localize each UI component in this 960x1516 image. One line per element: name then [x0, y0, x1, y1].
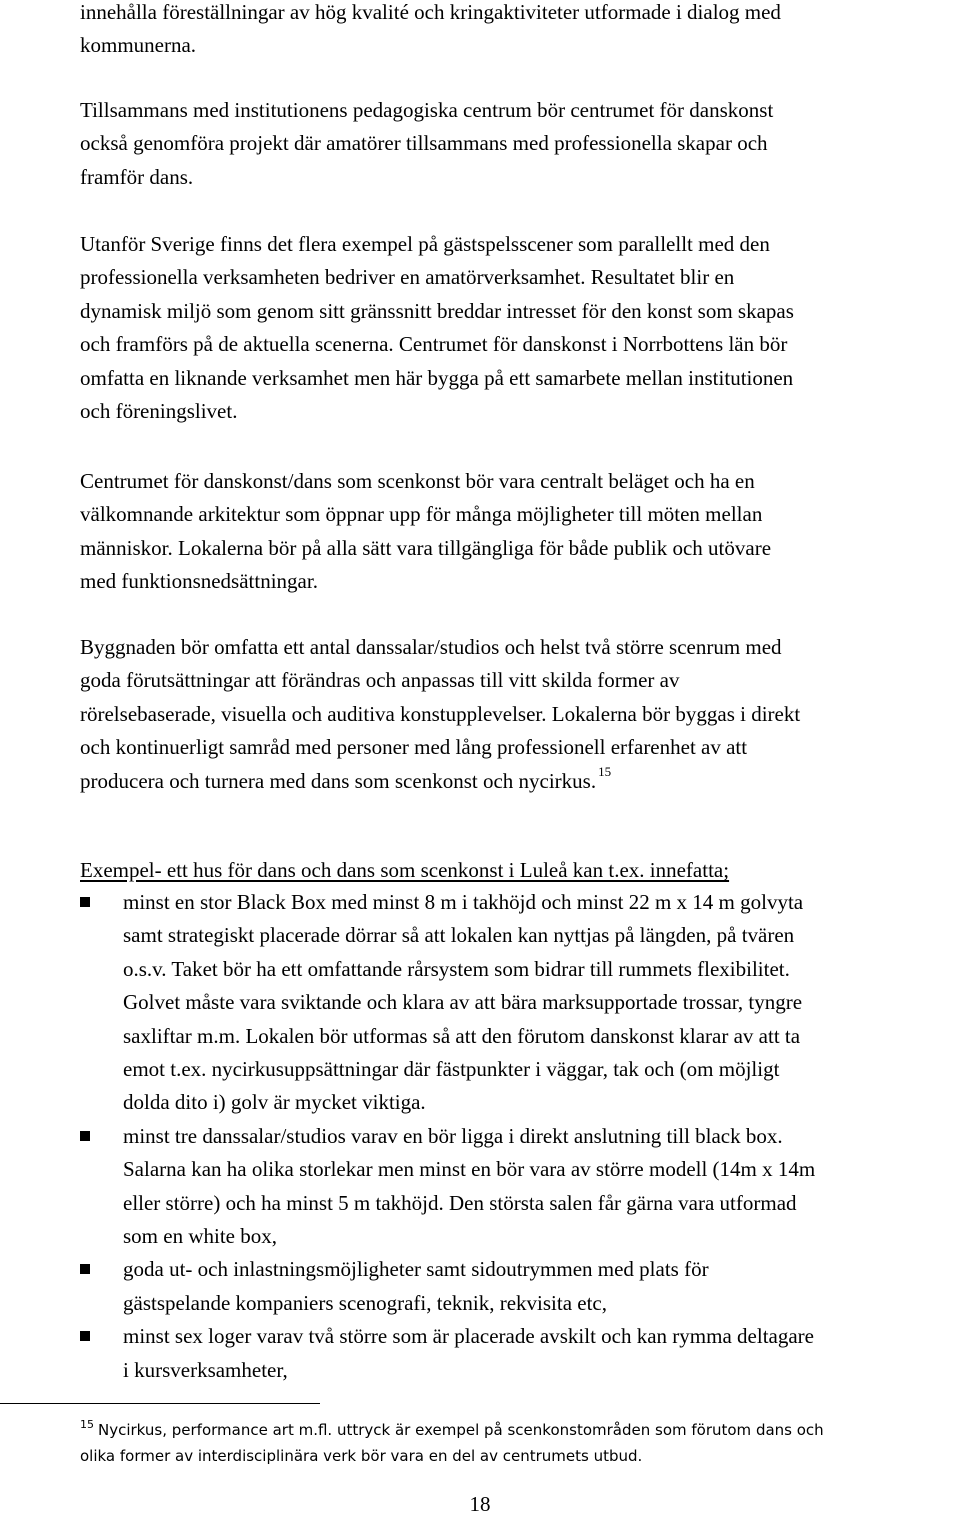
- list-item: [0, 1320, 960, 1387]
- footnote-text: Nycirkus, performance art m.fl. uttryck är exempel på scenkonstområden som förutom dans och olika former av interdisciplinära verk bör vara en del av centrumets utbud.: [80, 1421, 824, 1465]
- paragraph-pedagogical-projects: Tillsammans med institutionens pedagogiska centrum bör centrumet för danskonst också genomföra projekt där amatörer tillsammans med professionella skapar och framför dans.: [80, 98, 774, 189]
- list-item: [0, 1120, 960, 1254]
- footnote-reference[interactable]: 15: [598, 763, 612, 779]
- list-item-text: minst tre danssalar/studios varav en bör ligga i direkt anslutning till black box. Salarna kan ha olika storlekar men minst en bör vara av större modell (14m x 14m eller större) och ha minst 5 m takhöjd. Den största salen får gärna vara utformad som en white box,: [123, 1123, 816, 1249]
- footnote-number: 15: [80, 1418, 94, 1431]
- paragraph-central-location: Centrumet för danskonst/dans som scenkonst bör vara centralt beläget och ha en välkomnande arkitektur som öppnar upp för många möjligheter till möten mellan människor. Lokalerna bör på alla sätt vara tillgängliga för både publik och utövare med funktionsnedsättningar.: [80, 469, 772, 594]
- list-item-text: minst sex loger varav två större som är placerade avskilt och kan rymma deltagare i kursverksamheter,: [123, 1324, 814, 1382]
- list-item-text: minst en stor Black Box med minst 8 m i takhöjd och minst 22 m x 14 m golvyta samt strategiskt placerade dörrar så att lokalen kan nyttjas på längden, på tvären o.s.v. Taket bör ha ett omfattande rårsystem som bidrar till rummets flexibilitet. Golvet måste vara sviktande och klara av att bära marksupportade trossar, tyngre saxliftar m.m. Lokalen bör utformas så att den förutom danskonst klarar av att ta emot t.ex. nycirkusuppsättningar där fästpunkter i väggar, tak och (om möjligt dolda dito i) golv är mycket viktiga.: [123, 890, 804, 1115]
- list-item-text: goda ut- och inlastningsmöjligheter samt sidoutrymmen med plats för gästspelande kompaniers scenografi, teknik, rekvisita etc,: [123, 1257, 709, 1315]
- paragraph-building-scope: [80, 631, 950, 800]
- footnote: [80, 1418, 950, 1469]
- list-item: [0, 886, 960, 1120]
- square-bullet-icon: [80, 1331, 90, 1341]
- list-item: [0, 1253, 960, 1320]
- square-bullet-icon: [80, 1264, 90, 1274]
- paragraph-continuation: innehålla föreställningar av hög kvalité och kringaktiviteter utformade i dialog med kommunerna.: [80, 0, 781, 58]
- paragraph-building-scope-text: Byggnaden bör omfatta ett antal danssalar/studios och helst två större scenrum med goda förutsättningar att förändras och anpassas till vitt skilda former av rörelsebaserade, visuella och auditiva konstupplevelser. Lokalerna bör byggas i direkt och kontinuerligt samråd med personer med lång professionell erfarenhet av att producera och turnera med dans som scenkonst och nycirkus.: [80, 635, 801, 793]
- requirements-list: [0, 886, 960, 1387]
- example-heading: Exempel- ett hus för dans och dans som scenkonst i Luleå kan t.ex. innefatta;: [80, 858, 730, 882]
- square-bullet-icon: [80, 1131, 90, 1141]
- footnote-separator: [0, 1403, 320, 1404]
- page-number: 18: [469, 1492, 491, 1516]
- square-bullet-icon: [80, 897, 90, 907]
- paragraph-guest-stages: Utanför Sverige finns det flera exempel på gästspelsscener som parallellt med den professionella verksamheten bedriver en amatörverksamhet. Resultatet blir en dynamisk miljö som genom sitt gränssnitt breddar intresset för den konst som skapas och framförs på de aktuella scenerna. Centrumet för danskonst i Norrbottens län bör omfatta en liknande verksamhet men här bygga på ett samarbete mellan institutionen och föreningslivet.: [80, 232, 794, 424]
